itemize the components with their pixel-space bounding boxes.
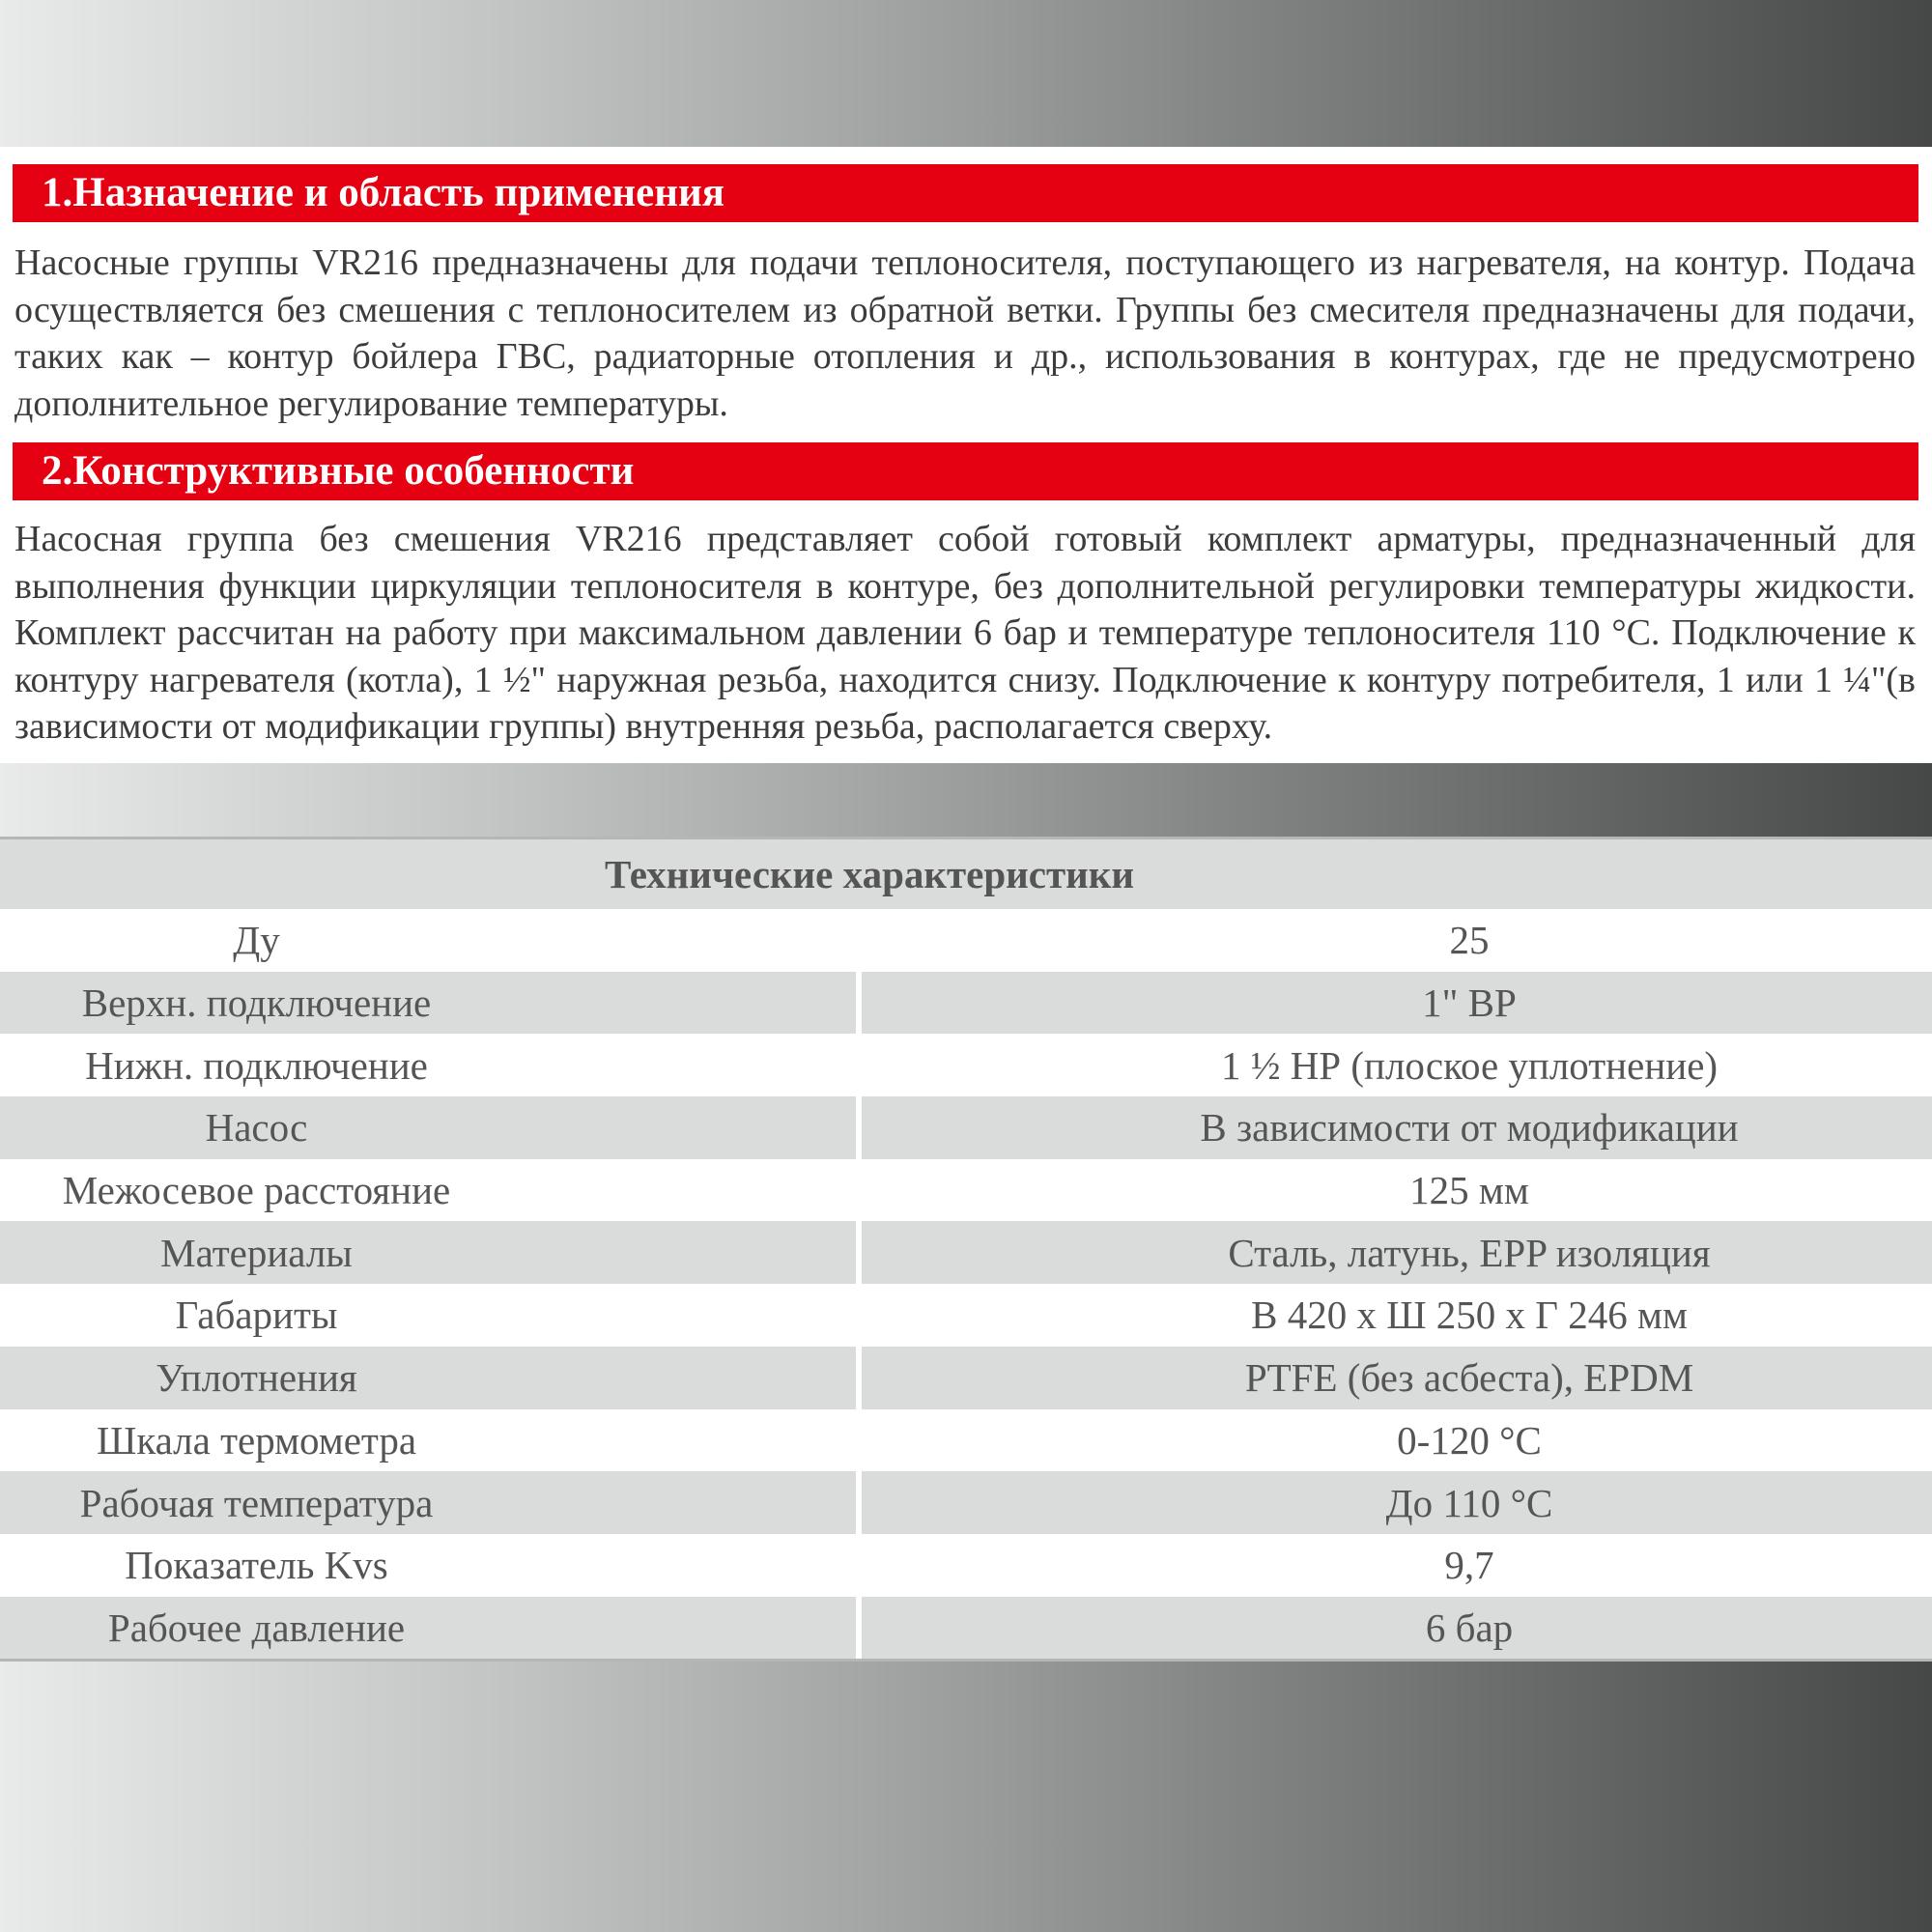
table-row xyxy=(0,1221,1932,1284)
spec-value: В 420 х Ш 250 х Г 246 мм xyxy=(1251,1293,1688,1338)
table-row xyxy=(0,1096,1932,1159)
spec-value: Сталь, латунь, EPP изоляция xyxy=(1228,1230,1711,1275)
spec-value: 1" ВР xyxy=(1422,980,1517,1026)
table-row xyxy=(0,1159,1932,1222)
spec-value: PTFE (без асбеста), EPDM xyxy=(1244,1355,1694,1401)
spec-label: Рабочее давление xyxy=(107,1605,406,1650)
table-row xyxy=(0,1034,1932,1096)
section-header-design: 2.Конструктивные особенности xyxy=(13,442,1918,500)
spec-label: Габариты xyxy=(175,1293,338,1338)
spec-label: Шкала термометра xyxy=(96,1417,417,1463)
table-row xyxy=(0,972,1932,1035)
specs-table xyxy=(0,837,1932,1662)
spec-value: В зависимости от модификации xyxy=(1200,1105,1739,1151)
spec-value: 1 ½ НР (плоское уплотнение) xyxy=(1220,1042,1719,1088)
spec-label: Межосевое расстояние xyxy=(62,1168,451,1213)
description-panel xyxy=(0,147,1932,763)
spec-label: Насос xyxy=(205,1105,308,1151)
spec-label: Рабочая температура xyxy=(79,1480,434,1525)
table-row xyxy=(0,1471,1932,1534)
spec-value: 125 мм xyxy=(1409,1168,1529,1213)
spec-label: Нижн. подключение xyxy=(85,1042,428,1088)
spec-label: Ду xyxy=(233,918,280,963)
section-text-purpose: Насосные группы VR216 предназначены для подачи теплоносителя, поступающего из нагревателя, на контур. Подача осуществляется без смешения с теплоносителем из обратной ветки. Группы без смесителя предназначены для подачи, таких как – контур бойлера ГВС, радиаторные отопления и др., использования в контурах, где не предусмотрено дополнительное регулирование температуры. xyxy=(14,242,1916,424)
table-row xyxy=(0,1534,1932,1597)
table-row xyxy=(0,1347,1932,1409)
table-row xyxy=(0,909,1932,972)
spec-value: 0-120 °С xyxy=(1397,1417,1542,1463)
section-text-design: Насосная группа без смешения VR216 представляет собой готовый комплект арматуры, предназначенный для выполнения функции циркуляции теплоносителя в контуре, без дополнительной регулировки температуры жидкости. Комплект рассчитан на работу при максимальном давлении 6 бар и температуре теплоносителя 110 °С. Подключение к контуру нагревателя (котла), 1 ½" наружная резьба, находится снизу. Подключение к контуру потребителя, 1 или 1 ¼"(в зависимости от модификации группы) внутренняя резьба, располагается сверху. xyxy=(14,519,1916,747)
spec-label: Материалы xyxy=(160,1230,353,1275)
spec-value: До 110 °С xyxy=(1385,1480,1553,1525)
spec-label: Верхн. подключение xyxy=(81,980,432,1026)
table-row xyxy=(0,1597,1932,1662)
spec-label: Показатель Kvs xyxy=(125,1543,388,1588)
spec-label: Уплотнения xyxy=(156,1355,357,1401)
table-row xyxy=(0,1284,1932,1347)
section-header-purpose: 1.Назначение и область применения xyxy=(13,164,1918,222)
table-row xyxy=(0,1409,1932,1472)
spec-value: 9,7 xyxy=(1444,1543,1494,1588)
spec-value: 25 xyxy=(1449,918,1490,963)
spec-value: 6 бар xyxy=(1425,1605,1514,1650)
specs-table-title: Технические характеристики xyxy=(0,839,1932,909)
